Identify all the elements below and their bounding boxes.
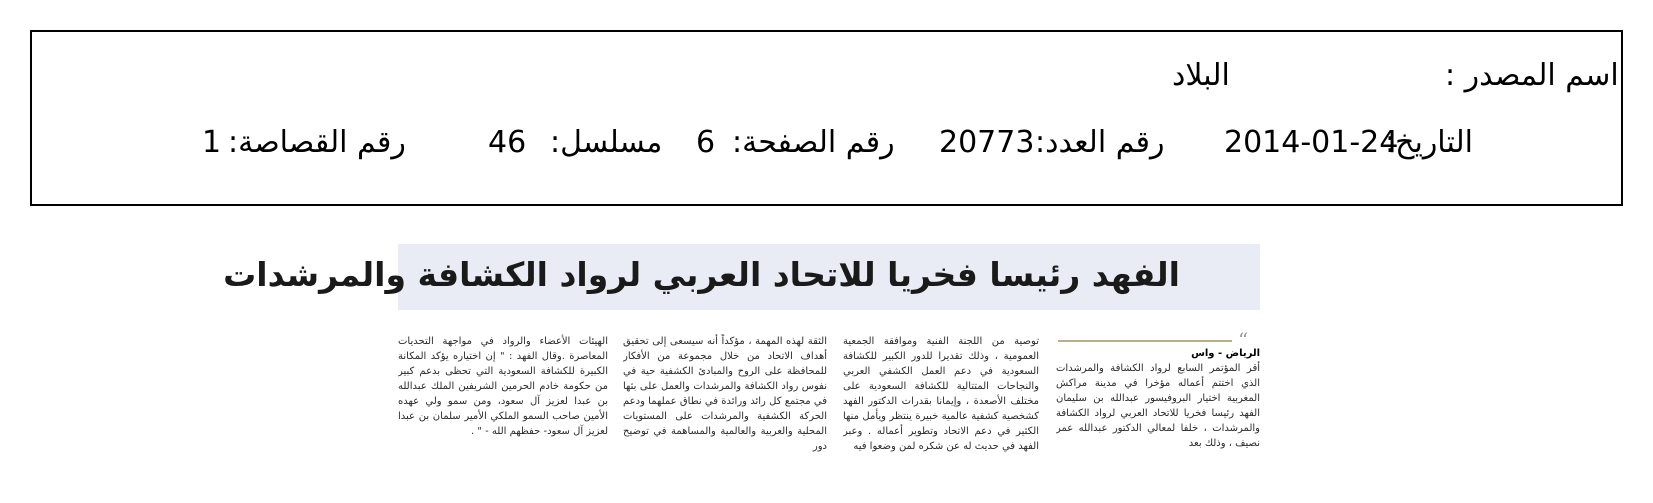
quote-mark-icon: “: [1238, 328, 1249, 352]
source-label: اسم المصدر :: [1445, 58, 1619, 93]
page-label: رقم الصفحة:: [732, 125, 895, 160]
column-3-text: الثقة لهذه المهمة ، مؤكداً أنه سيسعى إلى تحقيق أهداف الاتحاد من خلال مجموعة من الأفكار للمحافظة على الروح والمبادئ الكشفية حية في نفوس رواد الكشافة والمرشدات والعمل على بثها في مجتمع كل رائد ورائدة في نطاق عملهما ودعم الحركة الكشفية والمرشدات على المستويات المحلية والعربية والعالمية والمساهمة في توضيح دور: [623, 336, 827, 452]
article-headline: الفهد رئيسا فخريا للاتحاد العربي لرواد الكشافة والمرشدات: [223, 255, 1180, 294]
serial-value: 46: [488, 125, 527, 160]
article-column-3: [623, 334, 827, 474]
newspaper-clipping: [223, 244, 1260, 484]
clip-value: 1: [202, 125, 222, 160]
article-column-2: [843, 334, 1039, 474]
column-4-text: الهيئات الأعضاء والرواد في مواجهة التحديات المعاصرة .وقال الفهد : " إن اختياره يؤكد المكانة الكبيرة للكشافة السعودية التي تحظى بدعم كبير من حكومة خادم الحرمين الشريفين الملك عبدالله بن عبدا لعزيز آل سعود، ومن سمو ولي عهده الأمين صاحب السمو الملكي الأمير سلمان بن عبدا لعزيز آل سعود- حفظهم الله - " .: [398, 336, 608, 437]
page-value: 6: [696, 125, 716, 160]
serial-label: مسلسل:: [550, 125, 663, 160]
article-column-1: [1056, 334, 1260, 474]
headline-band: [223, 244, 1260, 310]
issue-label: رقم العدد:: [1035, 125, 1165, 160]
article-dateline: الرياض - واس: [1191, 348, 1260, 359]
clipping-info-box: [30, 30, 1623, 206]
article-column-4: [398, 334, 608, 474]
column-2-text: توصية من اللجنة الفنية وموافقة الجمعية العمومية ، وذلك تقديرا للدور الكبير للكشافة السعودية في دعم العمل الكشفي العربي والنجاحات المتتالية للكشافة السعودية على مختلف الأصعدة ، وإيمانا بقدرات الدكتور الفهد كشخصية كشفية عالمية خبيرة ينتظر ويأمل منها الكثير في دعم الاتحاد وتطوير أعماله . وعبر الفهد في حديث له عن شكره لمن وضعوا فيه: [843, 336, 1039, 452]
date-value: 2014-01-24: [1224, 125, 1399, 160]
issue-value: 20773: [939, 125, 1035, 160]
source-value: البلاد: [1172, 58, 1230, 93]
column-1-text: أقر المؤتمر السابع لرواد الكشافة والمرشدات الذي اختتم أعماله مؤخرا في مدينة مراكش المغربية اختيار البروفيسور عبدالله بن سليمان الفهد رئيسا فخريا للاتحاد العربي لرواد الكشافة والمرشدات ، خلفا لمعالي الدكتور عبدالله عمر نصيف ، وذلك بعد: [1056, 363, 1260, 449]
date-label: التاريخ:: [1385, 125, 1473, 160]
clip-label: رقم القصاصة:: [228, 125, 406, 160]
